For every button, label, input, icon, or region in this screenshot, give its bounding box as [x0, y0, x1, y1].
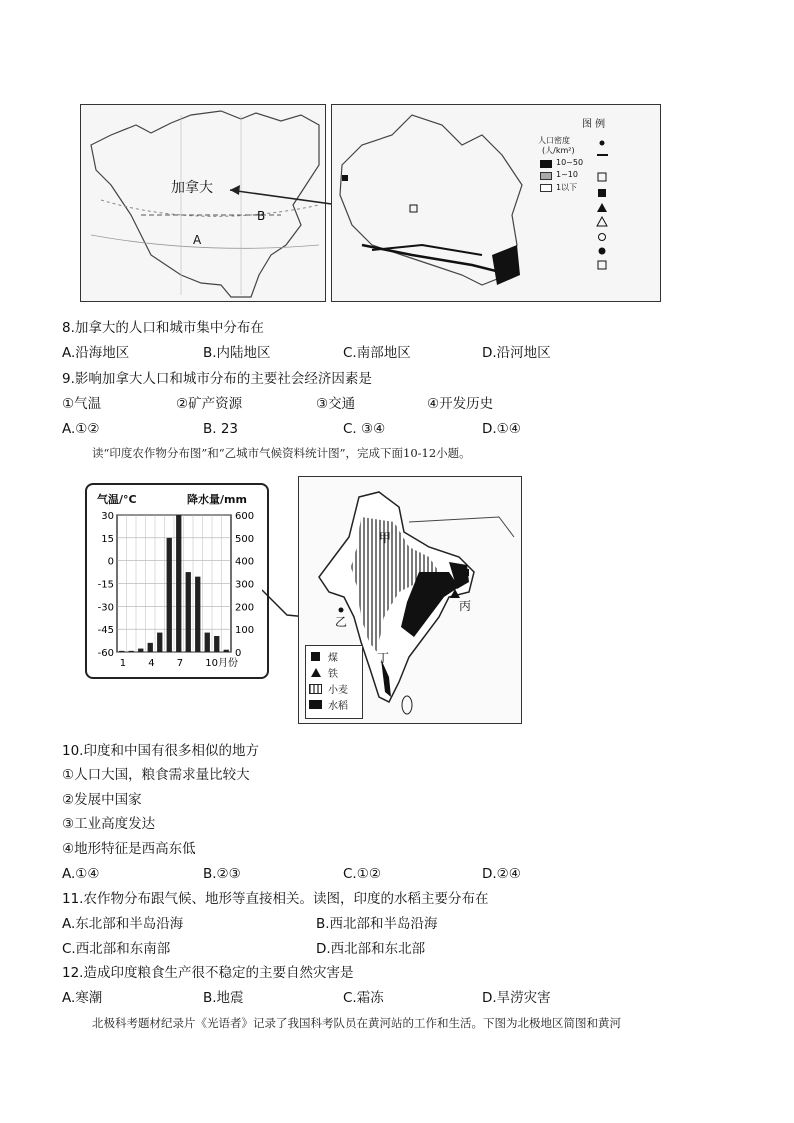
q9-option-a[interactable]: A.①②: [62, 421, 100, 437]
q11-option-a[interactable]: A.东北部和半岛沿海: [62, 916, 184, 932]
q9-item-3: ③交通: [316, 396, 356, 412]
legend-swatch-mid: [540, 172, 552, 180]
q10-item-4: ④地形特征是西高东低: [62, 841, 196, 857]
q10-stem: 10.印度和中国有很多相似的地方: [62, 743, 259, 759]
legend-wheat: 小麦: [328, 685, 348, 696]
q10-item-3: ③工业高度发达: [62, 816, 156, 832]
temp-tick-label: 15: [101, 533, 114, 545]
temp-tick-label: 0: [107, 556, 114, 568]
label-jia: 甲: [379, 531, 392, 545]
label-ding: 丁: [377, 651, 390, 665]
q9-item-1: ①气温: [62, 396, 102, 412]
q10-item-2: ②发展中国家: [62, 792, 142, 808]
temp-tick-label: -30: [97, 602, 114, 614]
q10-option-a[interactable]: A.①④: [62, 866, 100, 882]
q11-option-b[interactable]: B.西北部和半岛沿海: [316, 916, 438, 932]
temp-tick-label: -15: [97, 579, 114, 591]
climate-chart: [87, 485, 267, 677]
q9-item-2: ②矿产资源: [176, 396, 243, 412]
month-tick-label: 10月份: [205, 658, 238, 669]
india-map: [298, 476, 522, 724]
q12-option-d[interactable]: D.旱涝灾害: [482, 990, 551, 1006]
q9-option-c[interactable]: C. ③④: [343, 421, 386, 437]
legend-d1: 10~50: [556, 158, 584, 167]
q11-stem: 11.农作物分布跟气候、地形等直接相关。读图，印度的水稻主要分布在: [62, 891, 489, 907]
precip-bar: [205, 633, 210, 652]
precip-bar: [119, 651, 124, 652]
legend-density-unit: (人/km²): [542, 146, 575, 155]
india-legend: [305, 645, 363, 719]
temp-tick-label: -45: [97, 625, 114, 637]
precip-bar: [157, 633, 162, 652]
legend-d3: 1以下: [556, 183, 578, 192]
q8-stem: 8.加拿大的人口和城市集中分布在: [62, 320, 264, 336]
month-tick-label: 1: [119, 658, 127, 669]
intro-10-12: 读“印度农作物分布图”和“乙城市气候资料统计图”，完成下面10-12小题。: [92, 446, 471, 460]
precip-tick-label: 0: [235, 648, 242, 659]
precip-tick-label: 400: [235, 556, 255, 568]
precip-bar: [195, 577, 200, 652]
precip-tick-label: 500: [235, 533, 255, 545]
q10-item-1: ①人口大国，粮食需求量比较大: [62, 767, 250, 783]
q11-option-c[interactable]: C.西北部和东南部: [62, 941, 171, 957]
precip-tick-label: 300: [235, 579, 255, 591]
precip-bar: [176, 515, 181, 652]
legend-iron-icon: [310, 667, 322, 678]
canada-map: [331, 104, 661, 302]
canada-label: 加拿大: [171, 180, 213, 196]
legend-density-label: 人口密度: [538, 136, 570, 145]
precip-bar: [224, 650, 229, 652]
legend-iron: 铁: [328, 669, 338, 680]
q8-option-d[interactable]: D.沿河地区: [482, 345, 551, 361]
precip-bar: [214, 636, 219, 652]
precip-tick-label: 600: [235, 511, 255, 522]
q11-option-d[interactable]: D.西北部和东北部: [316, 941, 426, 957]
legend-rice-swatch: [309, 700, 322, 709]
q9-item-4: ④开发历史: [427, 396, 494, 412]
legend-wheat-swatch: [309, 684, 322, 694]
legend-swatch-light: [540, 184, 552, 192]
q12-stem: 12.造成印度粮食生产很不稳定的主要自然灾害是: [62, 965, 354, 981]
precip-bar: [186, 572, 191, 652]
precip-bar: [148, 643, 153, 652]
q12-option-b[interactable]: B.地震: [203, 990, 244, 1006]
map-legend-title: 图 例: [582, 119, 606, 130]
q12-option-a[interactable]: A.寒潮: [62, 990, 103, 1006]
temp-tick-label: -60: [97, 648, 114, 659]
precip-bar: [167, 538, 172, 652]
label-yi: 乙: [335, 615, 348, 629]
precip-tick-label: 100: [235, 625, 255, 637]
q9-stem: 9.影响加拿大人口和城市分布的主要社会经济因素是: [62, 371, 372, 387]
label-bing: 丙: [459, 599, 472, 613]
q10-option-d[interactable]: D.②④: [482, 866, 521, 882]
legend-coal: 煤: [328, 653, 338, 664]
temp-tick-label: 30: [101, 511, 114, 522]
intro-arctic: 北极科考题材纪录片《光语者》记录了我国科考队员在黄河站的工作和生活。下图为北极地区简图和黄河: [92, 1016, 621, 1030]
precip-bar: [129, 651, 134, 652]
q8-option-b[interactable]: B.内陆地区: [203, 345, 271, 361]
q10-option-b[interactable]: B.②③: [203, 866, 241, 882]
precip-axis-label: 降水量/mm: [187, 493, 247, 506]
q8-option-c[interactable]: C.南部地区: [343, 345, 411, 361]
q9-option-d[interactable]: D.①④: [482, 421, 521, 437]
legend-symbols: [594, 133, 654, 273]
q9-option-b[interactable]: B. 23: [203, 421, 239, 437]
legend-rice: 水稻: [328, 701, 348, 712]
canada-outline: [332, 105, 532, 301]
region-b-label: B: [257, 209, 266, 223]
climate-chart-frame: [85, 483, 269, 679]
q10-option-c[interactable]: C.①②: [343, 866, 381, 882]
month-tick-label: 7: [176, 658, 184, 669]
legend-swatch-dark: [540, 160, 552, 168]
precip-tick-label: 200: [235, 602, 255, 614]
legend-d2: 1~10: [556, 170, 578, 179]
region-a-label: A: [193, 233, 202, 247]
q8-option-a[interactable]: A.沿海地区: [62, 345, 130, 361]
legend-coal-swatch: [311, 652, 320, 661]
temp-axis-label: 气温/°C: [97, 493, 137, 506]
month-tick-label: 4: [148, 658, 155, 669]
q12-option-c[interactable]: C.霜冻: [343, 990, 384, 1006]
precip-bar: [138, 649, 143, 652]
